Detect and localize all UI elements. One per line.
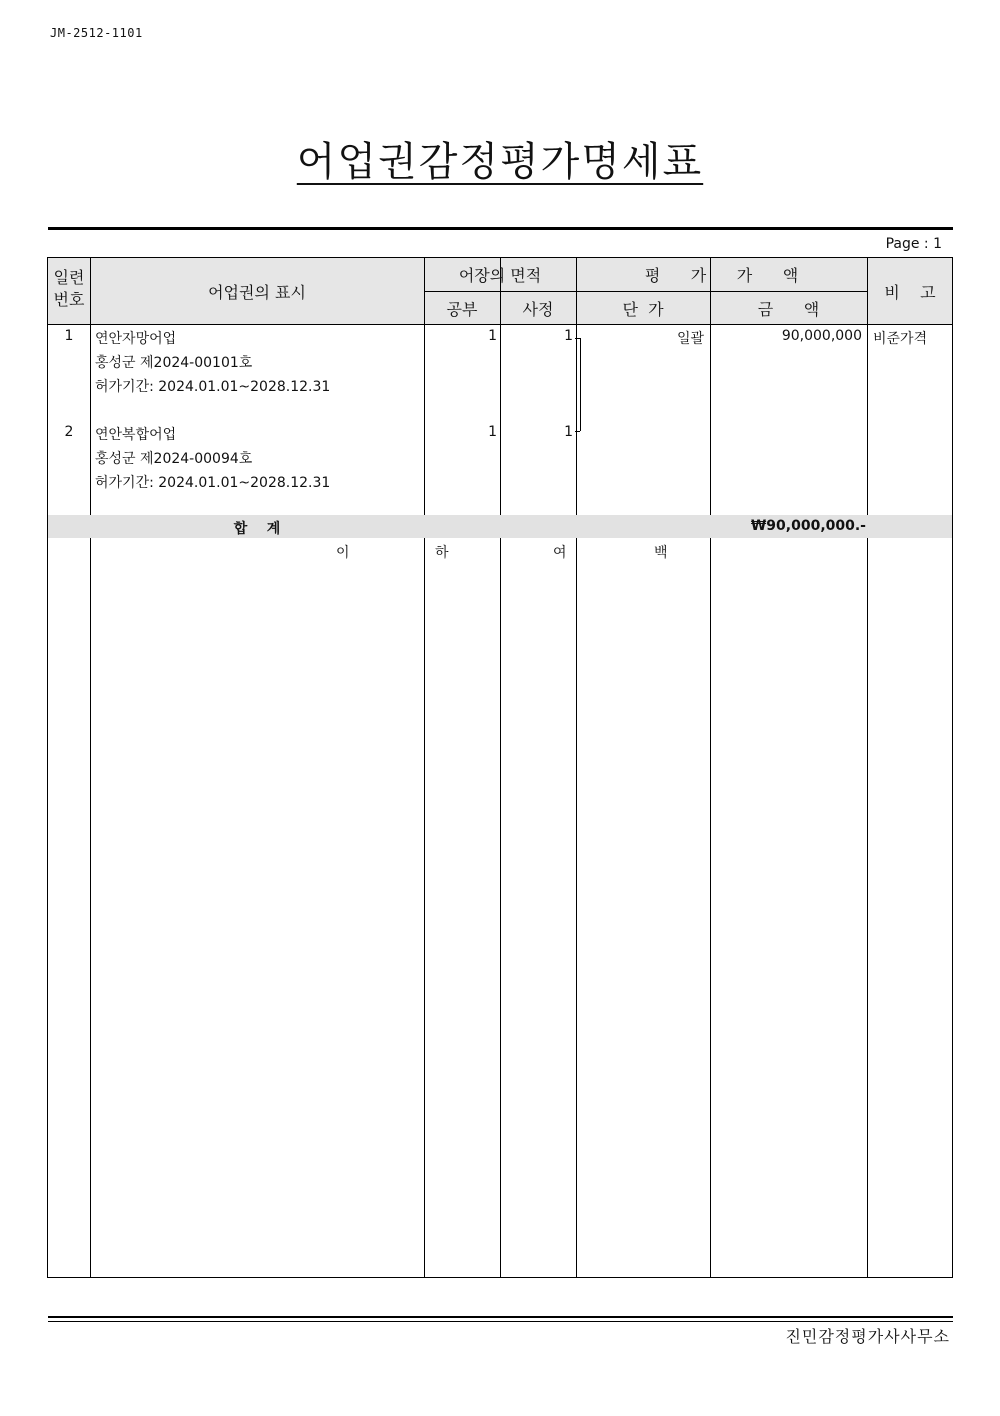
footer-rule-thick xyxy=(48,1316,953,1318)
row-2-area-actual: 1 xyxy=(564,424,573,440)
row-2-name: 연안복합어업 xyxy=(95,427,177,443)
bundle-bracket xyxy=(580,338,581,431)
row-1-area-actual: 1 xyxy=(564,328,573,344)
row-2-number: 2 xyxy=(64,424,74,440)
unit-price-header: 단 가 xyxy=(622,300,664,319)
row-1-amount: 90,000,000 xyxy=(781,328,862,344)
row-1-number: 1 xyxy=(64,328,74,344)
blank-notice-2: 하 xyxy=(435,545,449,561)
area-registry-header: 공부 xyxy=(446,300,478,319)
remarks-header: 비 고 xyxy=(884,283,936,302)
footer-rule-thin xyxy=(48,1321,953,1322)
row-2-period: 허가기간: 2024.01.01~2028.12.31 xyxy=(95,475,331,491)
serial-number-header: 일련 번호 xyxy=(53,268,85,309)
blank-notice-4: 백 xyxy=(654,545,668,561)
row-1-area-registry: 1 xyxy=(488,328,497,344)
amount-header: 금 액 xyxy=(757,300,820,319)
top-rule xyxy=(48,227,953,230)
appraisal-firm-name: 진민감정평가사사무소 xyxy=(785,1327,950,1346)
row-1-license: 홍성군 제2024-00101호 xyxy=(95,355,253,371)
area-actual-header: 사정 xyxy=(522,300,554,319)
page-number: Page : 1 xyxy=(885,236,942,252)
row-1-period: 허가기간: 2024.01.01~2028.12.31 xyxy=(95,379,331,395)
document-title: 어업권감정평가명세표 xyxy=(296,139,704,185)
row-1-name: 연안자망어업 xyxy=(95,331,177,347)
total-amount: ₩90,000,000.- xyxy=(750,518,866,534)
row-1-unit-price: 일괄 xyxy=(676,331,704,347)
bracket-bottom xyxy=(575,431,580,432)
row-2-license: 홍성군 제2024-00094호 xyxy=(95,451,253,467)
valuation-header: 평 가 가 액 xyxy=(644,266,799,285)
row-2-area-registry: 1 xyxy=(488,424,497,440)
document-id: JM-2512-1101 xyxy=(50,26,143,40)
area-header: 어장의 면적 xyxy=(458,266,542,285)
blank-notice-3: 여 xyxy=(553,545,567,561)
total-label: 합 계 xyxy=(233,521,281,537)
right-description-header: 어업권의 표시 xyxy=(208,283,306,302)
row-1-remarks: 비준가격 xyxy=(873,331,928,347)
appraisal-table xyxy=(47,257,953,1278)
blank-notice-1: 이 xyxy=(336,545,350,561)
